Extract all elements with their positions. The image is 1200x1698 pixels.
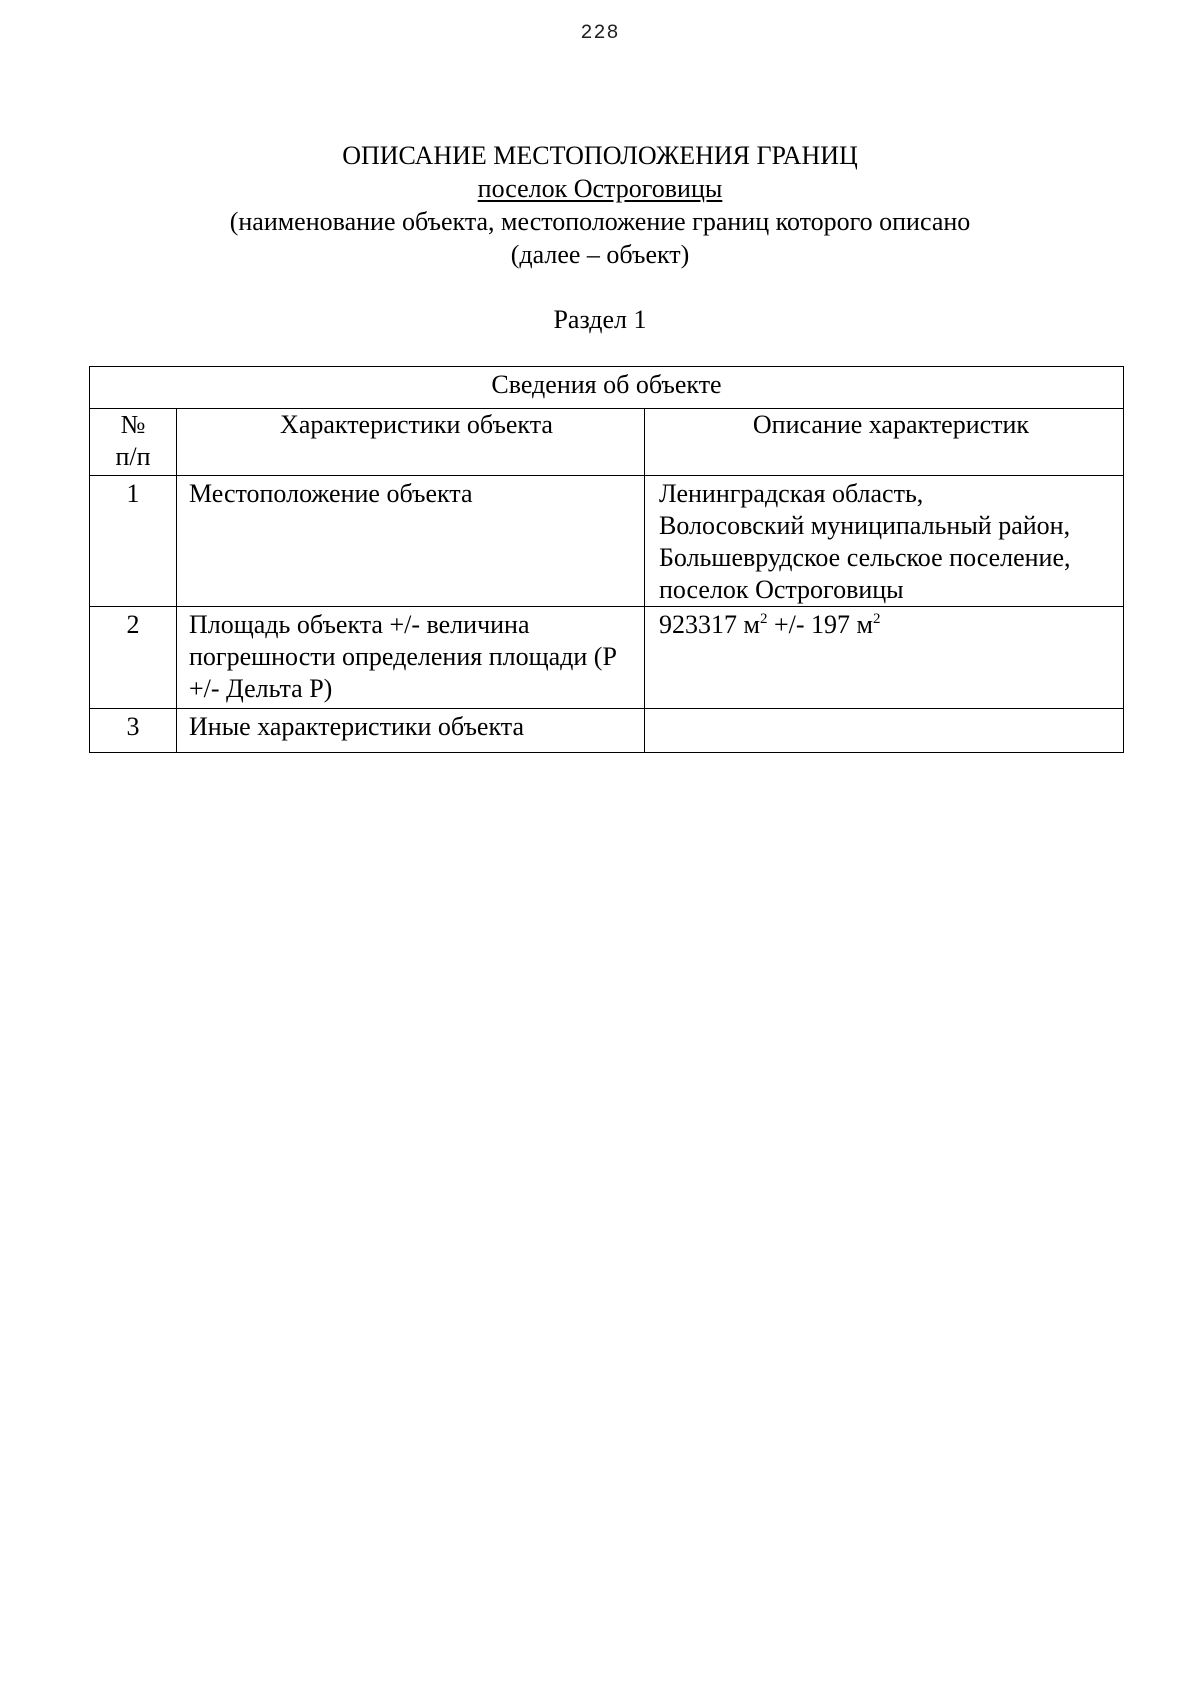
table-header-row	[90, 409, 1124, 476]
header-num-symbol: №	[120, 410, 146, 439]
table-caption: Сведения об объекте	[90, 367, 1124, 409]
object-caption-2: (далее – объект)	[510, 240, 690, 269]
row-num: 2	[90, 607, 177, 709]
tolerance-superscript: 2	[872, 611, 881, 627]
area-value: 923317 м	[659, 610, 760, 639]
area-superscript: 2	[759, 611, 768, 627]
row-description	[645, 709, 1124, 753]
description-line: Большеврудское сельское поселение,	[659, 543, 1071, 572]
table-row	[90, 476, 1124, 607]
row-num: 3	[90, 709, 177, 753]
row-characteristic: Иные характеристики объекта	[177, 709, 645, 753]
row-description	[645, 476, 1124, 607]
area-tolerance: +/- 197 м	[767, 610, 873, 639]
row-characteristic: Местоположение объекта	[177, 476, 645, 607]
row-description	[645, 607, 1124, 709]
table-caption-row	[90, 367, 1124, 409]
row-num: 1	[90, 476, 177, 607]
header-characteristics: Характеристики объекта	[177, 409, 645, 476]
object-info-table	[89, 366, 1124, 753]
description-line: поселок Остроговицы	[659, 575, 904, 604]
document-title: ОПИСАНИЕ МЕСТОПОЛОЖЕНИЯ ГРАНИЦ	[342, 141, 858, 170]
object-name: поселок Остроговицы	[477, 174, 723, 203]
document-title-block	[0, 139, 1200, 271]
object-name-line	[0, 172, 1200, 205]
description-line: Ленинградская область,	[659, 479, 924, 508]
table-row	[90, 709, 1124, 753]
header-description: Описание характеристик	[645, 409, 1124, 476]
header-num	[90, 409, 177, 476]
section-title: Раздел 1	[553, 305, 647, 334]
object-caption: (наименование объекта, местоположение границ которого описано	[229, 207, 971, 236]
header-num-label: п/п	[115, 442, 151, 471]
description-line: Волосовский муниципальный район,	[659, 511, 1071, 540]
page-number: 228	[580, 22, 620, 45]
table-row	[90, 607, 1124, 709]
row-characteristic: Площадь объекта +/- величина погрешности определения площади (Р +/- Дельта Р)	[177, 607, 645, 709]
